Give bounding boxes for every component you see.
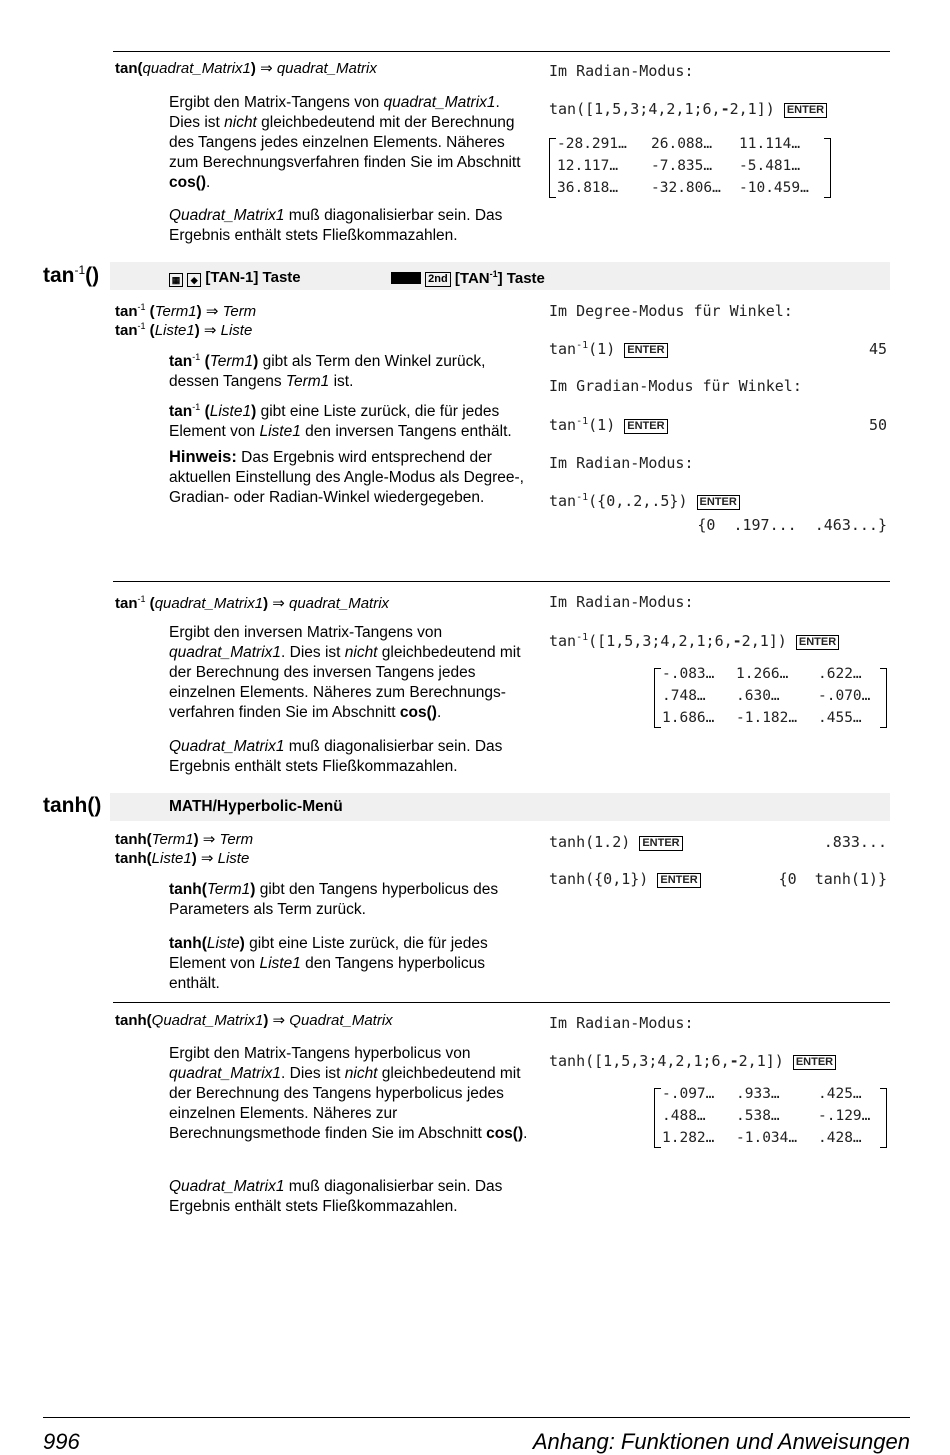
example-command: $\tan^{-1}([1,5,3;4,2,1;6,-2,1])$ ENTER (549, 632, 839, 650)
matrix-cell: -1.182… (736, 710, 798, 726)
description: tanh(Term1) gibt den Tangens hyperbolicus des Parameters als Term zurück. (169, 881, 499, 918)
section-title: $\tan^{-1}()$ (43, 263, 100, 287)
matrix-cell: 1.266… (736, 666, 789, 682)
description: Ergibt den Matrix-Tangens hyperbolicus von quadrat_Matrix1. Dies ist nicht gleichbedeutend mit der Berechnung des Tangens hyperbolicus jedes einzelnen Elements. Näheres zur Berechnungsmethode finden Sie im Abschnitt cos(). (169, 1045, 528, 1142)
matrix-cell: -28.291… (557, 136, 627, 152)
syntax-line: tanh(Quadrat_Matrix1) ⇒ Quadrat_Matrix (115, 1012, 393, 1029)
syntax-line: tan(quadrat_Matrix1) ⇒ quadrat_Matrix (115, 60, 377, 77)
footer-rule (43, 1417, 910, 1418)
example-command: $\tan^{-1}(1)$ ENTER (549, 416, 668, 434)
matrix-bracket-left (654, 668, 661, 728)
note: Quadrat_Matrix1 muß diagonalisierbar sein. Das Ergebnis enthält stets Fließkommazahlen. (169, 207, 503, 244)
matrix-cell: .425… (818, 1086, 862, 1102)
syntax-line: $\tan^{-1}$ (Liste1) ⇒ Liste (115, 321, 253, 339)
enter-key-icon: ENTER (624, 343, 667, 358)
matrix-cell: .622… (818, 666, 862, 682)
matrix-cell: 1.686… (662, 710, 715, 726)
matrix-cell: 36.818… (557, 180, 619, 196)
matrix-cell: .933… (736, 1086, 780, 1102)
example-command: $\tan^{-1}(1)$ ENTER (549, 340, 668, 358)
enter-key-icon: ENTER (639, 836, 682, 851)
enter-key-icon: ENTER (796, 635, 839, 650)
note: Quadrat_Matrix1 muß diagonalisierbar sein. Das Ergebnis enthält stets Fließkommazahlen. (169, 1178, 503, 1215)
matrix-cell: -.070… (818, 688, 871, 704)
matrix-cell: .630… (736, 688, 780, 704)
section-rule (113, 1002, 890, 1003)
description: Ergibt den Matrix-Tangens von quadrat_Matrix1. Dies ist nicht gleichbedeutend mit der Berechnung des Tangens jedes einzelnen Elements. Näheres zum Berechnungsverfahren finden Sie im Abschnitt cos(). (169, 94, 521, 191)
example-command: tanh({0,1}) ENTER (549, 870, 701, 888)
matrix-cell: -1.034… (736, 1130, 798, 1146)
enter-key-icon: ENTER (784, 103, 827, 118)
section-rule (113, 581, 890, 582)
description: $\tan^{-1}$ (Liste1) gibt eine Liste zurück, die für jedes Element von Liste1 den inversen Tangens enthält. (169, 402, 512, 441)
keyboard-icon (391, 272, 421, 284)
matrix-cell: -7.835… (651, 158, 713, 174)
description: Ergibt den inversen Matrix-Tangens von quadrat_Matrix1. Dies ist nicht gleichbedeutend mit der Berechnung des inversen Tangens jedes einzelnen Elements. Näheres zum Berechnungs-verfahren finden Sie im Abschnitt cos(). (169, 624, 521, 721)
matrix-cell: .538… (736, 1108, 780, 1124)
second-key-icon: 2nd (425, 272, 451, 287)
calculator-icon: ▦ (169, 273, 183, 287)
example-command: tan([1,5,3;4,2,1;6,-2,1]) ENTER (549, 100, 827, 118)
matrix-cell: 1.282… (662, 1130, 715, 1146)
result-matrix (662, 666, 882, 730)
example-mode: Im Gradian-Modus für Winkel: (549, 377, 802, 395)
example-mode: Im Radian-Modus: (549, 454, 694, 472)
menu-path: MATH/Hyperbolic-Menü (169, 798, 343, 815)
example-result: {0 tanh(1)} (778, 870, 887, 888)
matrix-cell: -.097… (662, 1086, 715, 1102)
enter-key-icon: ENTER (793, 1055, 836, 1070)
description: $\tan^{-1}$ (Term1) gibt als Term den Winkel zurück, dessen Tangens Term1 ist. (169, 352, 486, 391)
matrix-cell: .455… (818, 710, 862, 726)
enter-key-icon: ENTER (624, 419, 667, 434)
matrix-cell: -10.459… (739, 180, 809, 196)
matrix-cell: -32.806… (651, 180, 721, 196)
example-result: 45 (868, 340, 887, 358)
example-result: {0 .197... .463...} (697, 516, 887, 534)
matrix-cell: 11.114… (739, 136, 801, 152)
hint: Hinweis: Das Ergebnis wird entsprechend der aktuellen Einstellung des Angle-Modus als Degree-, Gradian- oder Radian-Winkel wiedergegeben. (169, 448, 524, 506)
diamond-key-icon: ◆ (187, 273, 201, 287)
enter-key-icon: ENTER (697, 495, 740, 510)
matrix-bracket-left (654, 1088, 661, 1148)
example-command: tanh(1.2) ENTER (549, 833, 683, 851)
example-result: .833... (823, 833, 887, 851)
syntax-line: $\tan^{-1}$ (quadrat_Matrix1) ⇒ quadrat_Matrix (115, 594, 390, 612)
matrix-cell: -5.481… (739, 158, 801, 174)
result-matrix (662, 1086, 882, 1150)
example-result: 50 (868, 416, 887, 434)
example-mode: Im Radian-Modus: (549, 593, 694, 611)
syntax-line: tanh(Term1) ⇒ Term (115, 831, 254, 848)
description: tanh(Liste) gibt eine Liste zurück, die für jedes Element von Liste1 den Tangens hyperbolicus enthält. (169, 935, 488, 992)
syntax-line: tanh(Liste1) ⇒ Liste (115, 850, 250, 867)
example-mode: Im Degree-Modus für Winkel: (549, 302, 793, 320)
matrix-cell: -.129… (818, 1108, 871, 1124)
example-command: tanh([1,5,3;4,2,1;6,-2,1]) ENTER (549, 1052, 836, 1070)
matrix-bracket-left (549, 138, 556, 198)
key-ti89: ▦ ◆ [TAN-1] Taste (169, 269, 301, 287)
matrix-cell: 26.088… (651, 136, 713, 152)
example-mode: Im Radian-Modus: (549, 62, 694, 80)
example-mode: Im Radian-Modus: (549, 1014, 694, 1032)
note: Quadrat_Matrix1 muß diagonalisierbar sein. Das Ergebnis enthält stets Fließkommazahlen. (169, 738, 503, 775)
section-title: tanh() (43, 794, 102, 817)
syntax-line: $\tan^{-1}$ (Term1) ⇒ Term (115, 302, 257, 320)
key-v200: 2nd $[TAN^{-1}]$ Taste (391, 269, 545, 287)
matrix-cell: .488… (662, 1108, 706, 1124)
chapter-title: Anhang: Funktionen und Anweisungen (532, 1429, 910, 1454)
page-number: 996 (43, 1429, 80, 1454)
matrix-cell: 12.117… (557, 158, 619, 174)
example-command: $\tan^{-1}(\{0,.2,.5\})$ ENTER (549, 492, 740, 510)
result-matrix (557, 136, 827, 200)
matrix-cell: .748… (662, 688, 706, 704)
enter-key-icon: ENTER (657, 873, 700, 888)
matrix-cell: .428… (818, 1130, 862, 1146)
section-rule (113, 51, 890, 52)
matrix-cell: -.083… (662, 666, 715, 682)
